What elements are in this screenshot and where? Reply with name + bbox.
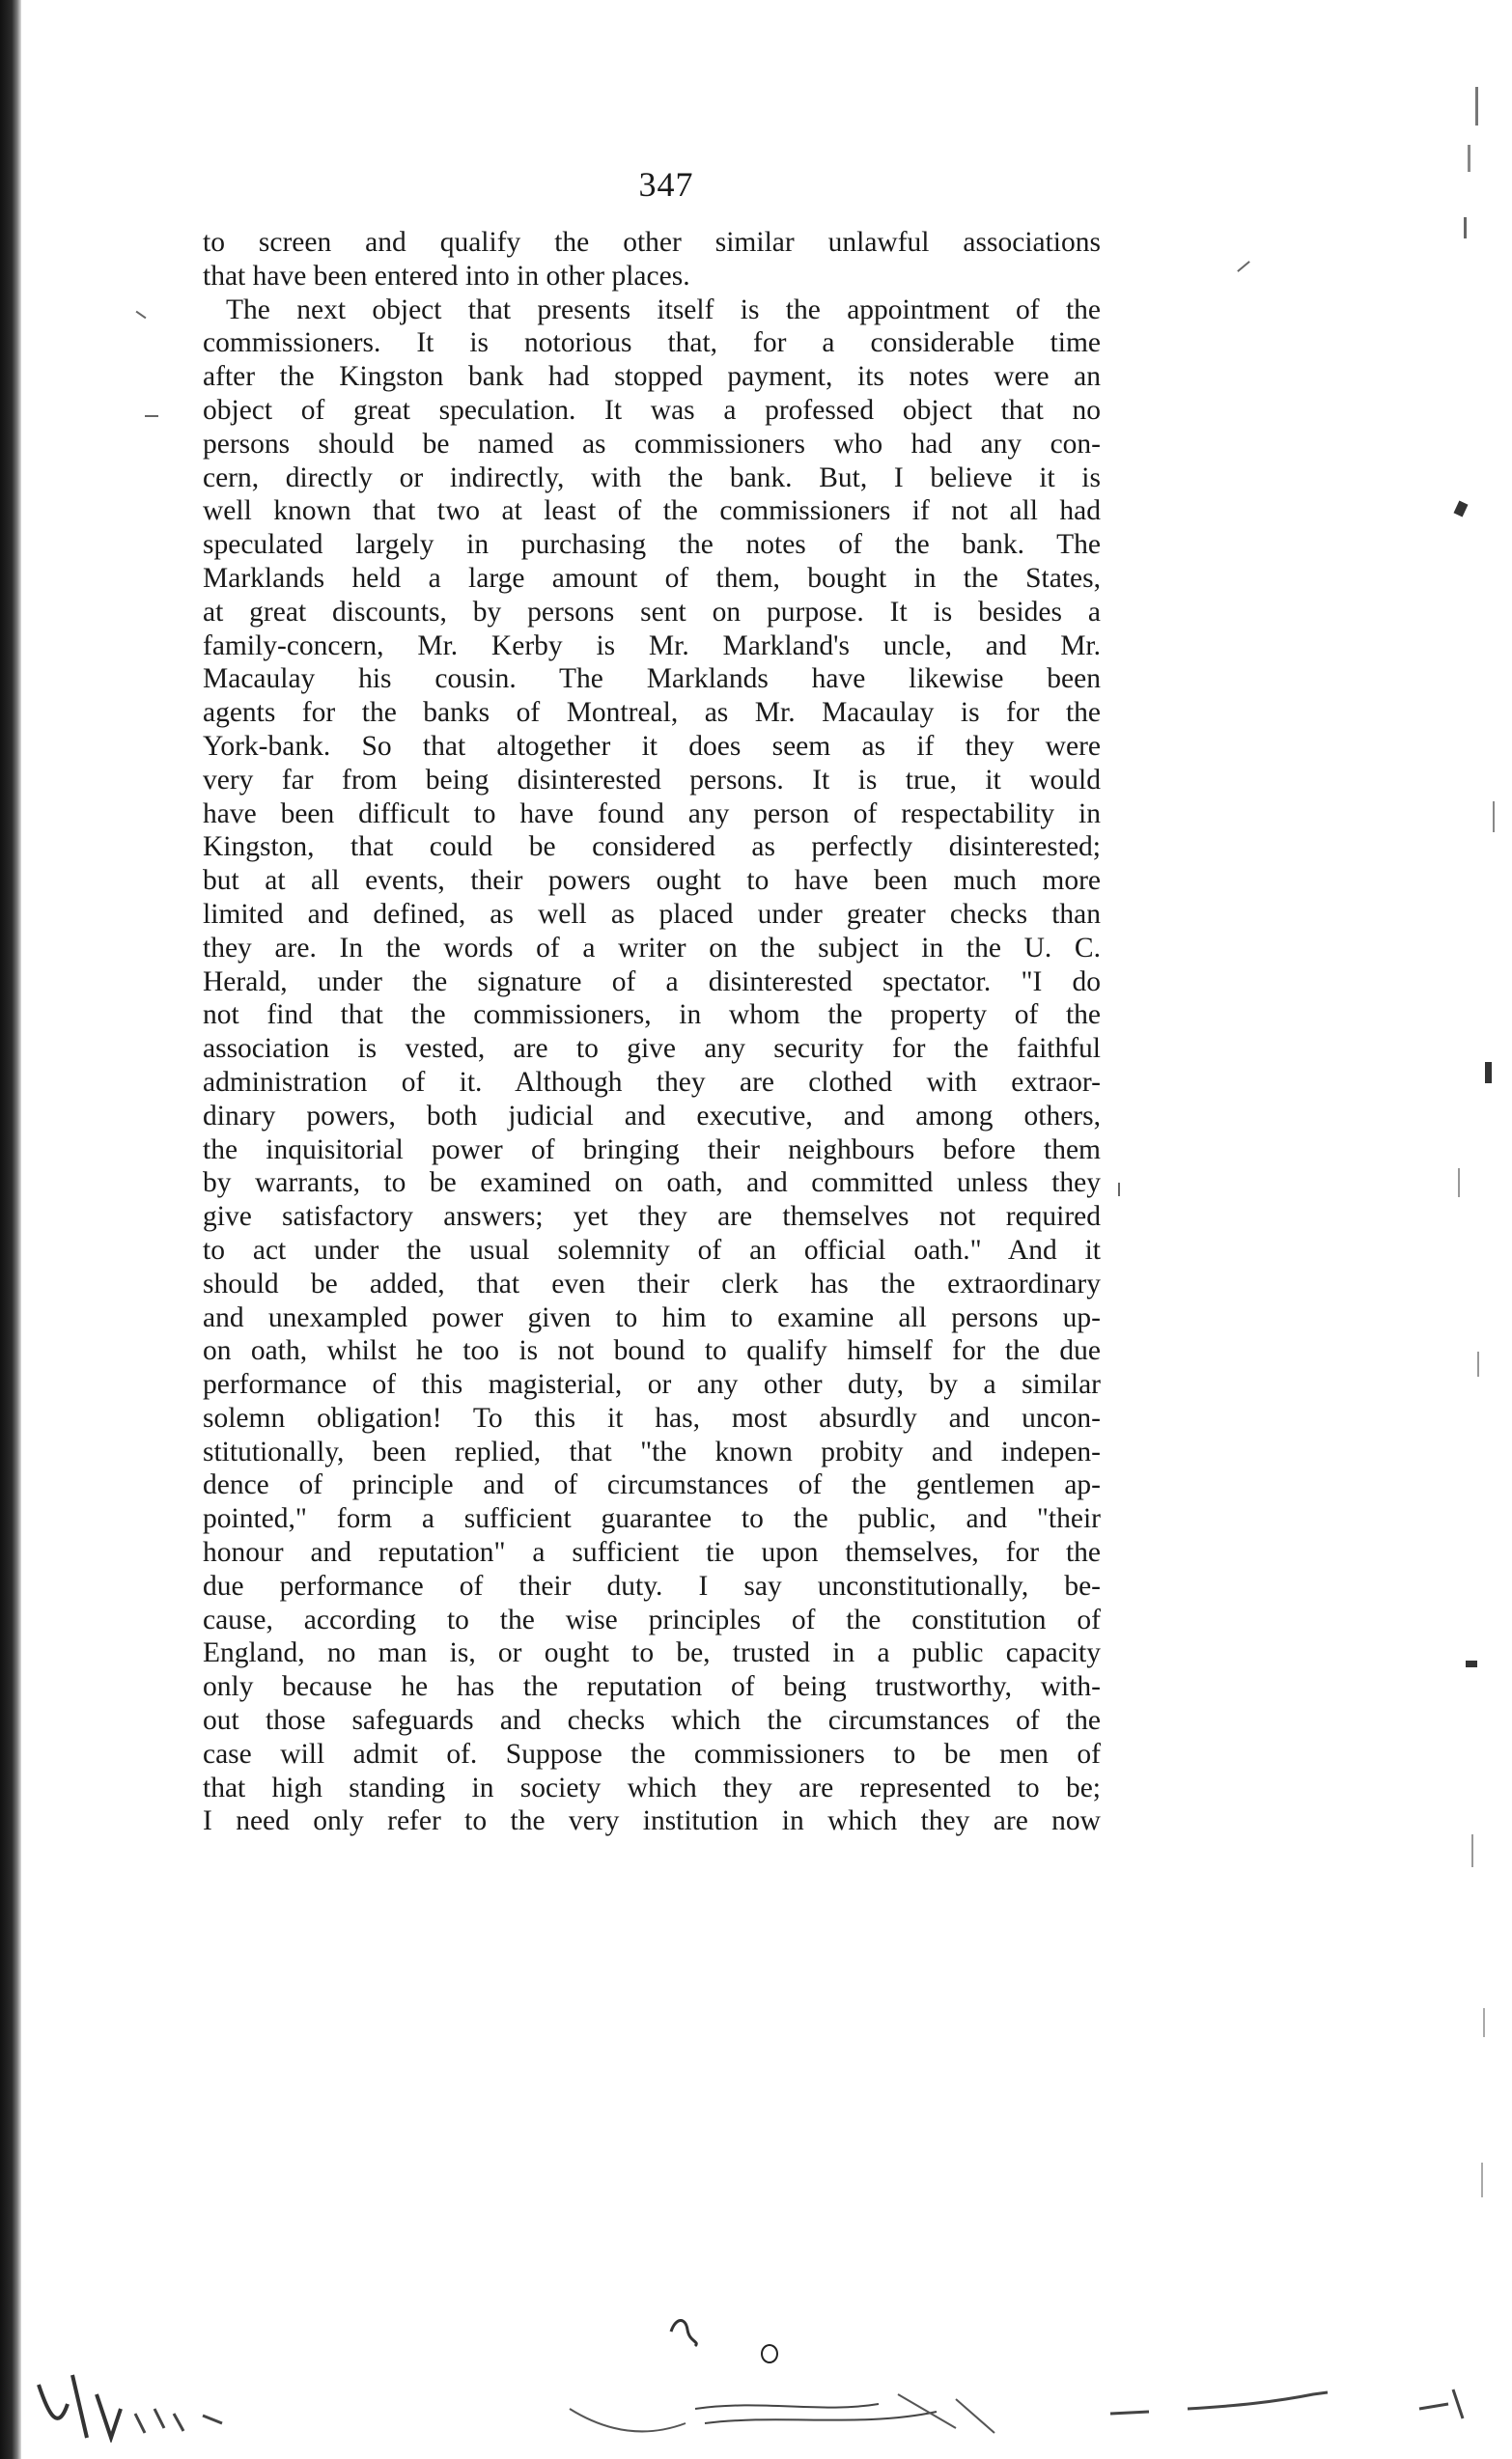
scan-speck [1493, 801, 1495, 832]
text-line: cause, according to the wise principles of the constitution of [203, 1604, 1101, 1635]
text-line: not find that the commissioners, in whom the property of the [203, 999, 1101, 1031]
text-line: out those safeguards and checks which the circumstances of the [203, 1705, 1101, 1737]
text-line: to screen and qualify the other similar unlawful associations [203, 227, 1101, 258]
text-line: give satisfactory answers; yet they are themselves not required [203, 1201, 1101, 1233]
text-line: England, no man is, or ought to be, trusted in a public capacity [203, 1637, 1101, 1669]
text-line: at great discounts, by persons sent on purpose. It is besides a [203, 596, 1101, 628]
binding-edge [0, 0, 21, 2459]
text-line: York-bank. So that altogether it does seem as if they were [203, 730, 1101, 762]
text-line: case will admit of. Suppose the commissioners to be men of [203, 1738, 1101, 1770]
text-line: by warrants, to be examined on oath, and committed unless they [203, 1167, 1101, 1199]
text-line: very far from being disinterested persons. It is true, it would [203, 764, 1101, 796]
text-line: that high standing in society which they are represented to be; [203, 1772, 1101, 1803]
text-line: pointed," form a sufficient guarantee to the public, and "their [203, 1503, 1101, 1535]
text-line: commissioners. It is notorious that, for a considerable time [203, 327, 1101, 359]
text-line: well known that two at least of the commissioners if not all had [203, 495, 1101, 527]
body-text [203, 226, 1101, 1838]
scan-speck [1483, 2008, 1485, 2037]
text-line: agents for the banks of Montreal, as Mr. Macaulay is for the [203, 697, 1101, 729]
text-line: Macaulay his cousin. The Marklands have likewise been [203, 663, 1101, 695]
text-line: The next object that presents itself is the appointment of the [226, 293, 1101, 325]
scan-speck [1237, 261, 1250, 272]
text-line: the inquisitorial power of bringing their neighbours before them [203, 1133, 1101, 1165]
text-line: I need only refer to the very institution in which they are now [203, 1805, 1101, 1837]
text-line: dinary powers, both judicial and executive, and among others, [203, 1100, 1101, 1132]
text-line: speculated largely in purchasing the notes of the bank. The [203, 529, 1101, 561]
scan-speck [1466, 1661, 1477, 1667]
scan-speck [145, 415, 158, 417]
text-line: association is vested, are to give any security for the faithful [203, 1033, 1101, 1065]
scan-speck [1454, 501, 1469, 517]
text-line: should be added, that even their clerk has the extraordinary [203, 1268, 1101, 1299]
text-line: honour and reputation" a sufficient tie upon themselves, for the [203, 1537, 1101, 1569]
text-line: limited and defined, as well as placed under greater checks than [203, 898, 1101, 930]
text-line: solemn obligation! To this it has, most absurdly and uncon- [203, 1402, 1101, 1434]
footer-scan-marks [29, 2356, 1477, 2443]
text-line: Marklands held a large amount of them, bought in the States, [203, 562, 1101, 594]
text-line: Herald, under the signature of a disinterested spectator. "I do [203, 965, 1101, 997]
text-line: stitutionally, been replied, that "the known probity and indepen- [203, 1436, 1101, 1467]
page-number: 347 [638, 165, 694, 204]
text-line: administration of it. Although they are clothed with extraor- [203, 1066, 1101, 1098]
text-line: after the Kingston bank had stopped payment, its notes were an [203, 361, 1101, 393]
text-line: cern, directly or indirectly, with the bank. But, I believe it is [203, 461, 1101, 493]
scan-speck [1464, 217, 1467, 238]
text-line: have been difficult to have found any person of respectability in [203, 797, 1101, 829]
scan-speck [1481, 2163, 1483, 2197]
scan-speck [1118, 1183, 1120, 1196]
text-line: object of great speculation. It was a professed object that no [203, 394, 1101, 426]
scan-speck [1475, 87, 1478, 126]
text-line: due performance of their duty. I say unconstitutionally, be- [203, 1570, 1101, 1602]
text-line: on oath, whilst he too is not bound to qualify himself for the due [203, 1335, 1101, 1367]
scan-speck [1458, 1168, 1460, 1197]
text-line: Kingston, that could be considered as perfectly disinterested; [203, 831, 1101, 863]
text-line: but at all events, their powers ought to have been much more [203, 865, 1101, 897]
scan-speck [1477, 1352, 1479, 1377]
scan-speck [1485, 1062, 1492, 1083]
text-line: and unexampled power given to him to examine all persons up- [203, 1301, 1101, 1333]
scan-speck [1471, 1834, 1473, 1867]
scan-smudge [666, 2312, 705, 2351]
text-line: only because he has the reputation of being trustworthy, with- [203, 1671, 1101, 1703]
text-line: performance of this magisterial, or any other duty, by a similar [203, 1369, 1101, 1401]
scan-speck [136, 311, 147, 320]
scan-speck [1468, 145, 1470, 172]
text-line: to act under the usual solemnity of an official oath." And it [203, 1234, 1101, 1266]
text-line: dence of principle and of circumstances of the gentlemen ap- [203, 1469, 1101, 1501]
text-line: that have been entered into in other places. [203, 260, 690, 292]
text-line: persons should be named as commissioners who had any con- [203, 428, 1101, 460]
text-line: family-concern, Mr. Kerby is Mr. Markland's uncle, and Mr. [203, 629, 1101, 661]
text-line: they are. In the words of a writer on the subject in the U. C. [203, 932, 1101, 964]
